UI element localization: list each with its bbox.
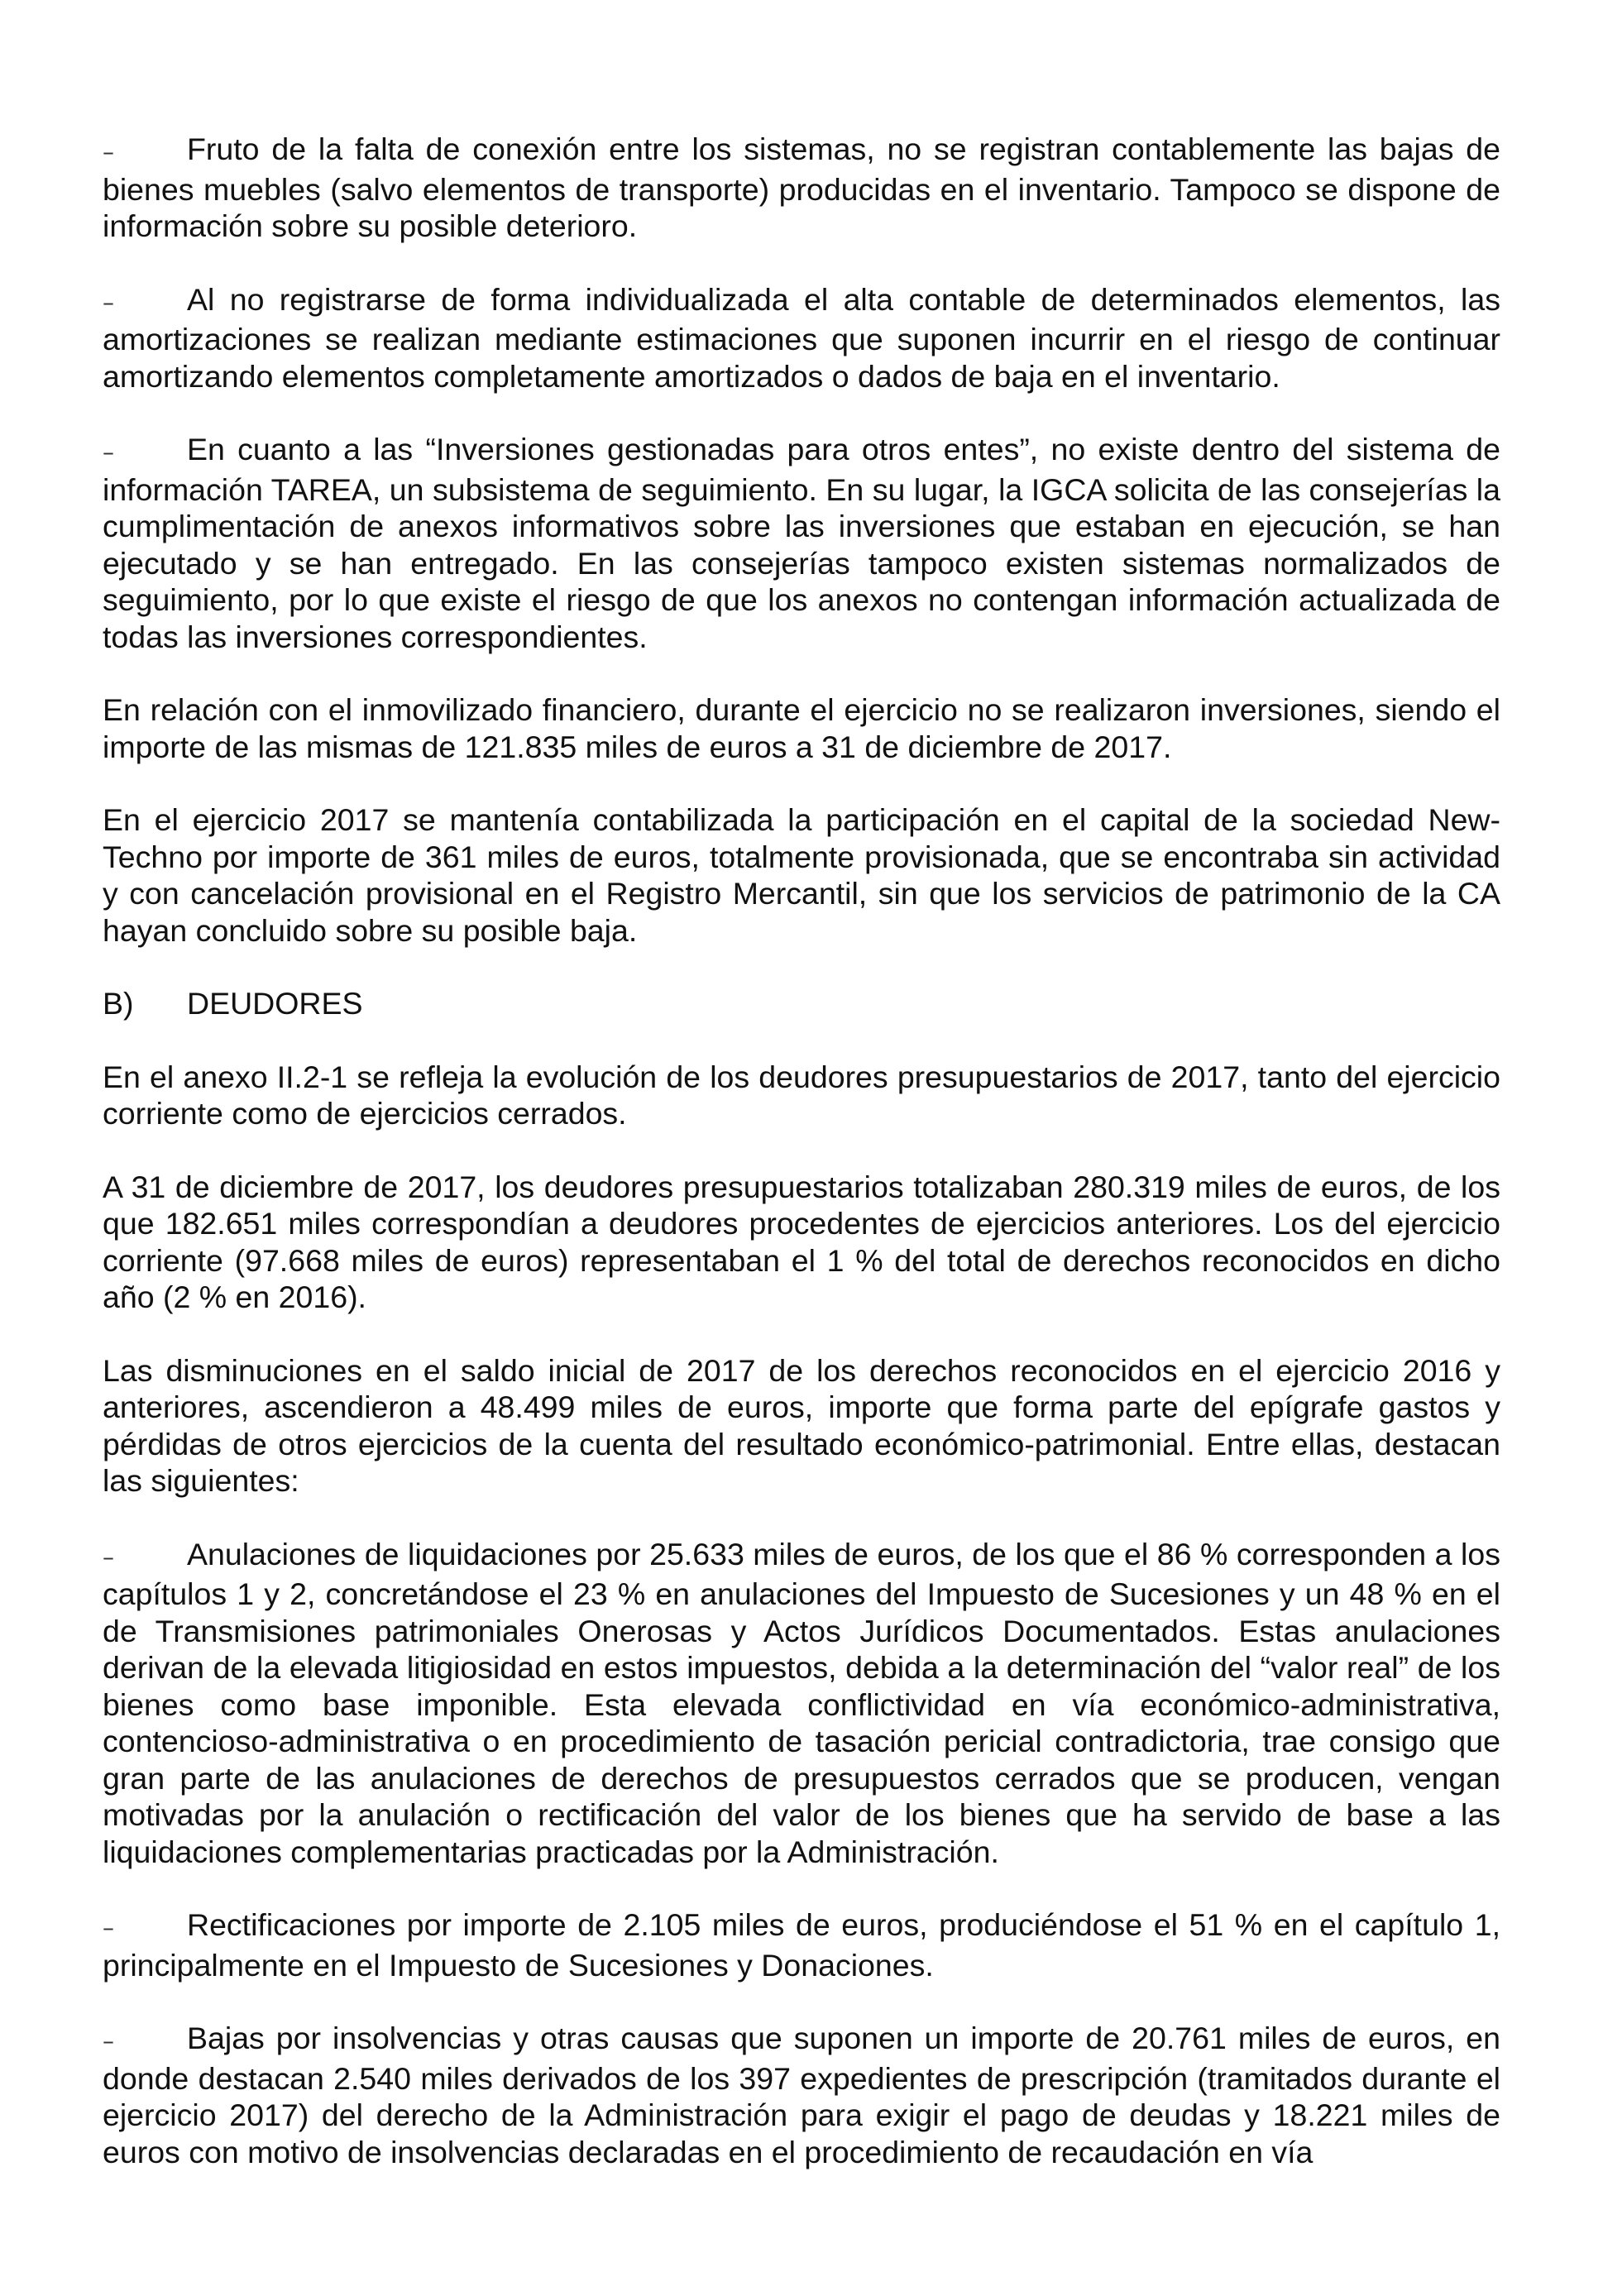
paragraph-text: En cuanto a las “Inversiones gestionadas para otros entes”, no existe dentro del sistema de información TAREA, un subsistema de seguimiento. En su lugar, la IGCA solicita de las consejerías la cumplimentación de anexos informativos sobre las inversiones que estaban en ejecución, se han ejecutado y se han entregado. En las consejerías tampoco existen sistemas normalizados de seguimiento, por lo que existe el riesgo de que los anexos no contengan información actualizada de todas las inversiones correspondientes. xyxy=(103,432,1500,654)
paragraph-text: Al no registrarse de forma individualizada el alta contable de determinados elementos, las amortizaciones se realizan mediante estimaciones que suponen incurrir en el riesgo de continuar amortizando elementos completamente amortizados o dados de baja en el inventario. xyxy=(103,281,1500,394)
bullet-paragraph-anulaciones xyxy=(103,1536,1500,1871)
bullet-paragraph-bajas-insolvencias xyxy=(103,2020,1500,2170)
dash-bullet: – xyxy=(103,2027,114,2054)
paragraph-text: Fruto de la falta de conexión entre los sistemas, no se registran contablemente las bajas de bienes muebles (salvo elementos de transporte) producidas en el inventario. Tampoco se dispone de información sobre su posible deterioro. xyxy=(103,132,1500,243)
section-title: DEUDORES xyxy=(187,986,363,1021)
paragraph-deudores-totales: A 31 de diciembre de 2017, los deudores presupuestarios totalizaban 280.319 miles de euros, de los que 182.651 miles correspondían a deudores procedentes de ejercicios anteriores. Los del ejercicio corriente (97.668 miles de euros) representaban el 1 % del total de derechos reconocidos en dicho año (2 % en 2016). xyxy=(103,1169,1500,1314)
dash-bullet: – xyxy=(103,138,114,165)
bullet-paragraph-amortizaciones xyxy=(103,281,1500,395)
dash-bullet: – xyxy=(103,288,114,316)
paragraph-anexo-evolucion: En el anexo II.2-1 se refleja la evolución de los deudores presupuestarios de 2017, tanto del ejercicio corriente como de ejercicios cerrados. xyxy=(103,1059,1500,1131)
bullet-paragraph-inventory-bajas xyxy=(103,131,1500,245)
paragraph-disminuciones: Las disminuciones en el saldo inicial de 2017 de los derechos reconocidos en el ejercicio 2016 y anteriores, ascendieron a 48.499 miles de euros, importe que forma parte del epígrafe gastos y pérdidas de otros ejercicios de la cuenta del resultado económico-patrimonial. Entre ellas, destacan las siguientes: xyxy=(103,1352,1500,1498)
dash-bullet: – xyxy=(103,438,114,466)
paragraph-text: Anulaciones de liquidaciones por 25.633 miles de euros, de los que el 86 % corresponden a los capítulos 1 y 2, concretándose el 23 % en anulaciones del Impuesto de Sucesiones y un 48 % en el de Transmisiones patrimoniales Onerosas y Actos Jurídicos Documentados. Estas anulaciones derivan de la elevada litigiosidad en estos impuestos, debida a la determinación del “valor real” de los bienes como base imponible. Esta elevada conflictividad en vía económico-administrativa, contencioso-administrativa o en procedimiento de tasación pericial contradictoria, trae consigo que gran parte de las anulaciones de derechos de presupuestos cerrados que se producen, vengan motivadas por la anulación o rectificación del valor de los bienes que ha servido de base a las liquidaciones complementarias practicadas por la Administración. xyxy=(103,1536,1500,1869)
dash-bullet: – xyxy=(103,1914,114,1941)
paragraph-inmovilizado-financiero: En relación con el inmovilizado financiero, durante el ejercicio no se realizaron inversiones, siendo el importe de las mismas de 121.835 miles de euros a 31 de diciembre de 2017. xyxy=(103,692,1500,764)
paragraph-text: Bajas por insolvencias y otras causas que suponen un importe de 20.761 miles de euros, en donde destacan 2.540 miles derivados de los 397 expedientes de prescripción (tramitados durante el ejercicio 2017) del derecho de la Administración para exigir el pago de deudas y 18.221 miles de euros con motivo de insolvencias declaradas en el procedimiento de recaudación en vía xyxy=(103,2021,1500,2169)
paragraph-new-techno: En el ejercicio 2017 se mantenía contabilizada la participación en el capital de la sociedad New-Techno por importe de 361 miles de euros, totalmente provisionada, que se encontraba sin actividad y con cancelación provisional en el Registro Mercantil, sin que los servicios de patrimonio de la CA hayan concluido sobre su posible baja. xyxy=(103,802,1500,948)
bullet-paragraph-inversiones-gestionadas xyxy=(103,431,1500,655)
bullet-paragraph-rectificaciones xyxy=(103,1906,1500,1983)
section-letter: B) xyxy=(103,986,134,1021)
paragraph-text: Rectificaciones por importe de 2.105 miles de euros, produciéndose el 51 % en el capítulo 1, principalmente en el Impuesto de Sucesiones y Donaciones. xyxy=(103,1907,1500,1983)
document-page xyxy=(103,131,1500,2207)
dash-bullet: – xyxy=(103,1543,114,1571)
section-heading-deudores xyxy=(103,985,1500,1022)
